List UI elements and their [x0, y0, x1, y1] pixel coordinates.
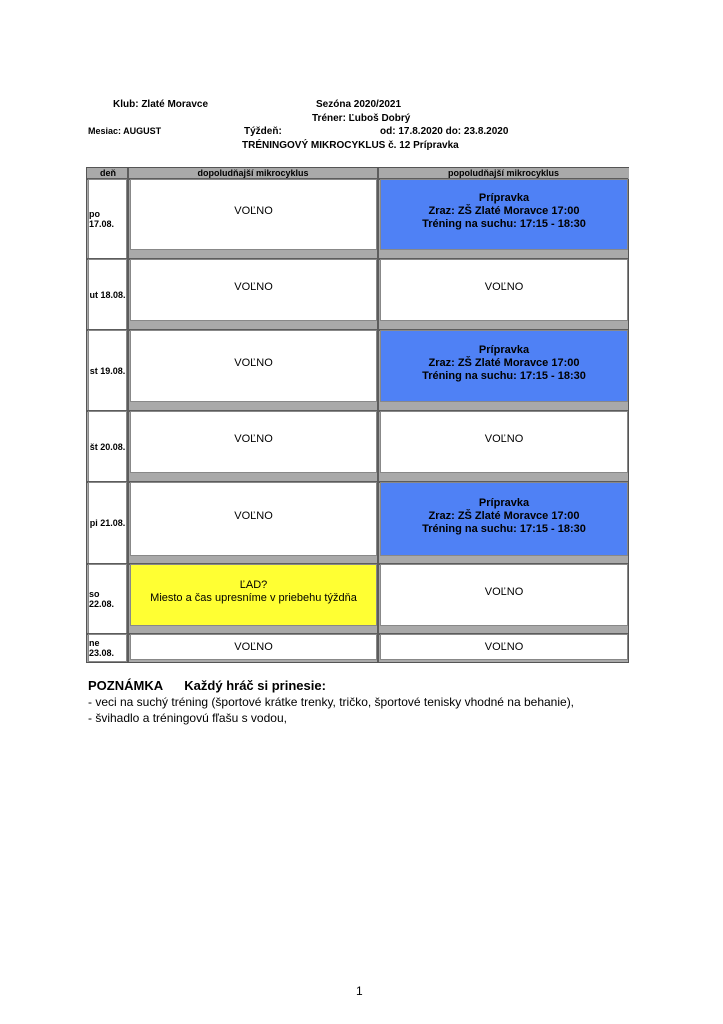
morning-cell	[130, 482, 377, 556]
cell-line: VOĽNO	[484, 432, 524, 445]
morning-cell	[130, 330, 377, 402]
cell-line: Miesto a čas upresníme v priebehu týždňa	[150, 592, 357, 604]
note-line: - švihadlo a tréningovú fľašu s vodou,	[88, 711, 287, 725]
cell-line: Prípravka	[478, 343, 530, 356]
day-cell: so 22.08.	[88, 564, 127, 634]
cell-line: Prípravka	[478, 496, 530, 509]
week-label: Týždeň:	[244, 126, 282, 137]
note-title: POZNÁMKA Každý hráč si prinesie:	[88, 678, 326, 693]
cell-line: VOĽNO	[484, 280, 524, 293]
month: Mesiac: AUGUST	[88, 126, 162, 136]
note-line: - veci na suchý tréning (športové krátke trenky, tričko, športové tenisky vhodné na behanie),	[88, 695, 575, 709]
afternoon-cell	[380, 482, 628, 556]
cell-line: VOĽNO	[234, 432, 273, 445]
day-cell: po 17.08.	[88, 179, 127, 259]
header-afternoon: popoludňajší mikrocyklus	[378, 168, 629, 179]
afternoon-cell	[380, 634, 628, 660]
cell-line: Prípravka	[478, 192, 530, 204]
cell-line: VOĽNO	[234, 280, 273, 293]
column-divider	[377, 168, 379, 662]
header-day: deň	[88, 168, 128, 179]
note-section	[88, 678, 574, 726]
cell-line: VOĽNO	[234, 205, 273, 217]
club-name: Klub: Zlaté Moravce	[113, 99, 209, 110]
cell-line: VOĽNO	[234, 509, 273, 522]
date-range: od: 17.8.2020 do: 23.8.2020	[380, 126, 509, 137]
afternoon-cell	[380, 259, 628, 321]
cell-line: Zraz: ZŠ Zlaté Moravce 17:00	[428, 509, 580, 522]
day-cell: st 19.08.	[88, 330, 127, 411]
morning-cell	[130, 564, 377, 626]
page-number: 1	[356, 984, 363, 998]
day-cell: ne 23.08.	[88, 634, 127, 662]
season: Sezóna 2020/2021	[316, 99, 402, 110]
morning-cell	[130, 259, 377, 321]
cell-line: VOĽNO	[484, 585, 524, 598]
cell-line: Tréning na suchu: 17:15 - 18:30	[422, 522, 586, 535]
coach: Tréner: Ľuboš Dobrý	[312, 113, 411, 124]
day-cell: pi 21.08.	[88, 482, 127, 564]
schedule-table	[86, 167, 629, 663]
afternoon-cell	[380, 330, 628, 402]
cell-line: VOĽNO	[234, 356, 273, 369]
cell-line: Zraz: ZŠ Zlaté Moravce 17:00	[428, 205, 580, 217]
day-cell: ut 18.08.	[88, 259, 127, 330]
cell-line: ĽAD?	[239, 579, 268, 591]
afternoon-cell	[380, 564, 628, 626]
cell-line: Zraz: ZŠ Zlaté Moravce 17:00	[428, 356, 580, 369]
column-divider	[127, 168, 129, 662]
cell-line: VOĽNO	[484, 640, 524, 653]
day-cell: št 20.08.	[88, 411, 127, 482]
cell-line: Tréning na suchu: 17:15 - 18:30	[422, 218, 586, 230]
morning-cell	[130, 634, 377, 660]
afternoon-cell	[380, 411, 628, 473]
header-morning: dopoludňajší mikrocyklus	[128, 168, 378, 179]
morning-cell	[130, 411, 377, 473]
morning-cell	[130, 179, 377, 250]
page-title: TRÉNINGOVÝ MIKROCYKLUS č. 12 Prípravka	[242, 140, 459, 151]
afternoon-cell	[380, 179, 628, 250]
cell-line: VOĽNO	[234, 640, 273, 653]
cell-line: Tréning na suchu: 17:15 - 18:30	[422, 369, 586, 382]
